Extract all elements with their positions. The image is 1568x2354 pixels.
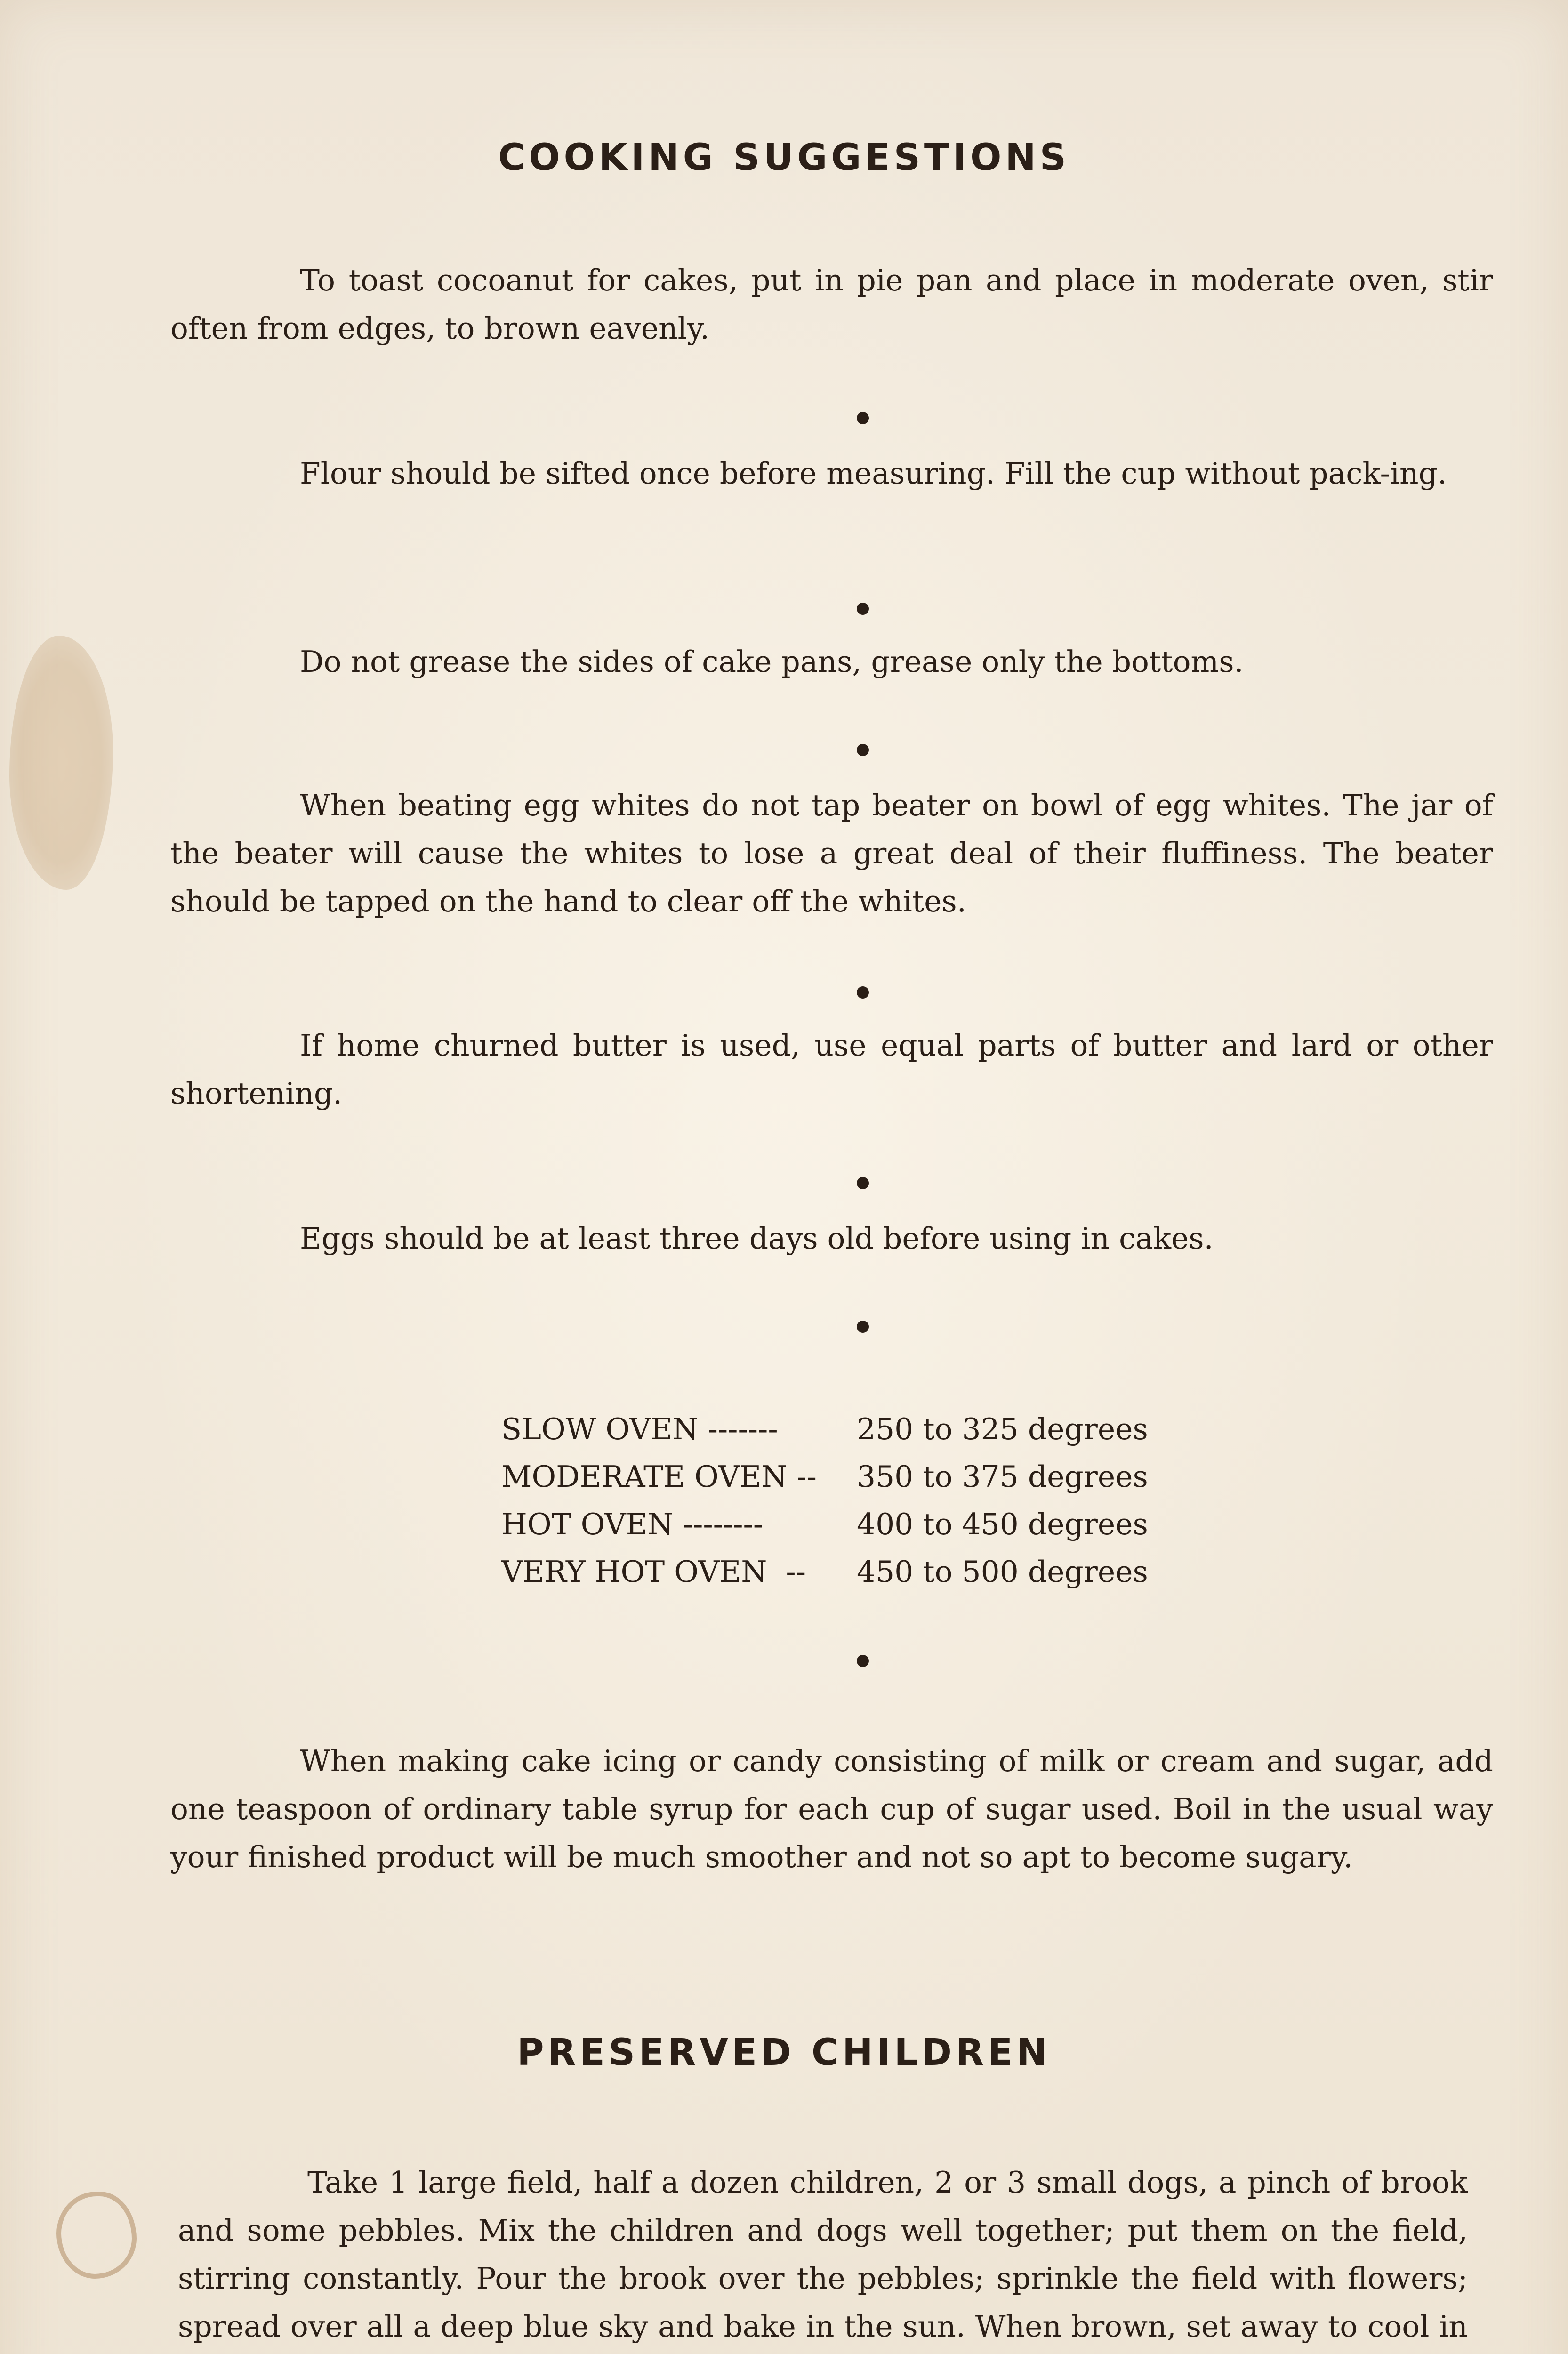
bullet-separator [857,603,869,615]
oven-label: HOT OVEN -------- [501,1507,764,1541]
bullet-separator [857,986,869,999]
bullet-separator [857,1177,869,1189]
oven-row-moderate [501,1453,1148,1500]
suggestion-toast-cocoanut: To toast cocoanut for cakes, put in pie pan and place in moderate oven, stir often from edges, to brown eavenly. [170,263,1493,346]
icing-tip-paragraph: When making cake icing or candy consisting of milk or cream and sugar, add one teaspoon of ordinary table syrup for each cup of sugar used. Boil in the usual way your finished product will be much smoother and not so apt to become sugary. [170,1744,1493,1874]
bullet-separator [857,1655,869,1667]
oven-label: VERY HOT OVEN -- [501,1555,806,1589]
oven-value: 450 to 500 degrees [857,1555,1148,1589]
bullet-separator [857,412,869,424]
suggestion-grease-pans: Do not grease the sides of cake pans, grease only the bottoms. [300,645,1244,679]
oven-value: 400 to 450 degrees [857,1507,1148,1541]
oven-value: 250 to 325 degrees [857,1412,1148,1446]
oven-value: 350 to 375 degrees [857,1459,1148,1494]
oven-temperature-table [501,1405,1148,1596]
cooking-suggestions-heading: COOKING SUGGESTIONS [498,137,1070,179]
oven-row-hot [501,1500,1148,1548]
oven-label: SLOW OVEN ------- [501,1412,778,1446]
suggestion-egg-whites: When beating egg whites do not tap beater on bowl of egg whites. The jar of the beater will cause the whites to lose a great deal of their fluffiness. The beater should be tapped on the hand to clear off the whites. [170,788,1493,919]
preserved-children-heading: PRESERVED CHILDREN [517,2032,1051,2074]
stain-ring-bottom-left [56,2192,137,2279]
preserved-children-paragraph: Take 1 large field, half a dozen children, 2 or 3 small dogs, a pinch of brook and some pebbles. Mix the children and dogs well together; put them on the field, stirring constantly. Pour the brook over the pebbles; sprinkle the field with flowers; spread over all a deep blue sky and bake in the sun. When brown, set away to cool in [178,2165,1468,2344]
suggestion-flour: Flour should be sifted once before measuring. Fill the cup without pack-ing. [300,456,1447,491]
oven-row-very-hot [501,1548,1148,1596]
bullet-separator [857,1321,869,1333]
oven-row-slow [501,1405,1148,1453]
oven-label: MODERATE OVEN -- [501,1459,817,1494]
water-stain-left [9,636,113,890]
suggestion-butter: If home churned butter is used, use equal parts of butter and lard or other shortening. [170,1028,1493,1111]
bullet-separator [857,744,869,756]
suggestion-eggs-age: Eggs should be at least three days old before using in cakes. [300,1221,1214,1256]
